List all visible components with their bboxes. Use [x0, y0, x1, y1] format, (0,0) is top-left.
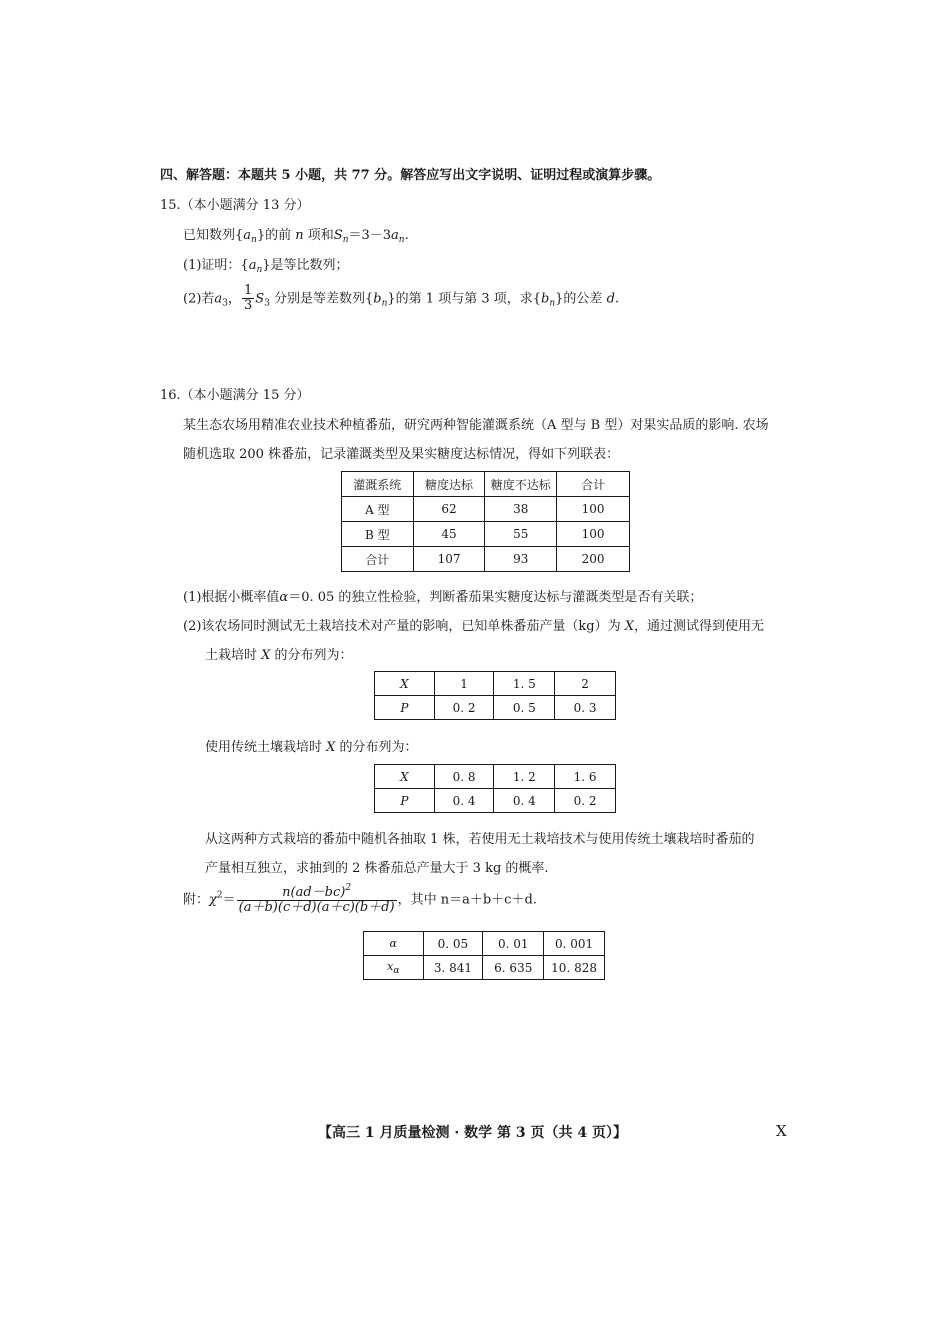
table-cell: 55: [485, 522, 557, 547]
table-cell: 1. 5: [494, 672, 555, 696]
table-cell: 0. 3: [555, 696, 616, 720]
q15-part2: (2)若$a_3$， $\frac{1}{3}$ $S_3$ 分别是等差数列$\{b_n\}$的第 1 项与第 3 项，求$\{b_n\}$的公差 d.: [183, 283, 620, 314]
q16-intro-line1: 某生态农场用精准农业技术种植番茄，研究两种智能灌溉系统（A 型与 B 型）对果实品质的影响. 农场: [183, 418, 769, 433]
q16-part2-line2: 土栽培时 X 的分布列为：: [205, 648, 353, 663]
header-cell: 灌溉系统: [342, 472, 414, 497]
table-row: [364, 932, 605, 956]
table-cell: X: [375, 672, 435, 696]
q16-final-line1: 从这两种方式栽培的番茄中随机各抽取 1 株，若使用无土栽培技术与使用传统土壤栽培时番茄的: [205, 832, 755, 847]
table-cell: 100: [557, 497, 630, 522]
table-cell: P: [375, 789, 435, 813]
table-cell: X: [375, 765, 435, 789]
section-header: 四、解答题：本题共 5 小题，共 77 分。解答应写出文字说明、证明过程或演算步骤。: [160, 168, 661, 183]
table-cell: 38: [485, 497, 557, 522]
q16-title: 16.（本小题满分 15 分）: [160, 388, 310, 403]
table-row: [375, 765, 616, 789]
table-cell: $x_\alpha$: [364, 956, 424, 980]
table-row: [342, 497, 630, 522]
q16-part1: (1)根据小概率值α＝0. 05 的独立性检验，判断番茄果实糖度达标与灌溉类型是否有关联；: [183, 590, 703, 605]
table-cell: 45: [413, 522, 485, 547]
header-cell: 糖度达标: [413, 472, 485, 497]
footer-mark: X: [776, 1122, 787, 1140]
distribution-table-soilless: [374, 671, 616, 720]
table-cell: 0. 05: [423, 932, 483, 956]
table-cell: 0. 001: [544, 932, 605, 956]
table-row: [375, 672, 616, 696]
contingency-header-row: [342, 472, 630, 497]
table-row: [375, 696, 616, 720]
table-cell: 100: [557, 522, 630, 547]
table-row: [342, 547, 630, 572]
table-cell: 1. 2: [494, 765, 555, 789]
contingency-table: [341, 471, 630, 572]
table-row: [342, 522, 630, 547]
table-cell: 1. 6: [555, 765, 616, 789]
q16-final-line2: 产量相互独立，求抽到的 2 株番茄总产量大于 3 kg 的概率.: [205, 861, 549, 876]
q15-part1: (1)证明：$\{a_n\}$是等比数列；: [183, 258, 349, 275]
header-cell: 合计: [557, 472, 630, 497]
table-cell: 0. 01: [483, 932, 544, 956]
table-row: [375, 789, 616, 813]
table-cell: 93: [485, 547, 557, 572]
traditional-label: 使用传统土壤栽培时 X 的分布列为：: [205, 740, 418, 755]
table-cell: P: [375, 696, 435, 720]
table-cell: 0. 8: [434, 765, 494, 789]
table-cell: 0. 5: [494, 696, 555, 720]
table-cell: 0. 2: [555, 789, 616, 813]
table-cell: 6. 635: [483, 956, 544, 980]
table-cell: 0. 4: [494, 789, 555, 813]
table-cell: α: [364, 932, 424, 956]
table-cell: 0. 2: [434, 696, 494, 720]
q15-stem: 已知数列$\{a_n\}$的前 n 项和$S_n=3-3a_n$.: [183, 228, 409, 245]
table-cell: 2: [555, 672, 616, 696]
table-cell: 3. 841: [423, 956, 483, 980]
table-row: [364, 956, 605, 980]
table-cell: 合计: [342, 547, 414, 572]
q16-part2-line1: (2)该农场同时测试无土栽培技术对产量的影响，已知单株番茄产量（kg）为 X，通过测试得到使用无: [183, 619, 765, 634]
q15-title: 15.（本小题满分 13 分）: [160, 198, 310, 213]
q16-intro-line2: 随机选取 200 株番茄，记录灌溉类型及果实糖度达标情况，得如下列联表：: [183, 447, 620, 462]
header-cell: 糖度不达标: [485, 472, 557, 497]
table-cell: 0. 4: [434, 789, 494, 813]
critical-value-table: [363, 931, 605, 980]
distribution-table-traditional: [374, 764, 616, 813]
table-cell: 200: [557, 547, 630, 572]
table-cell: 1: [434, 672, 494, 696]
table-cell: 10. 828: [544, 956, 605, 980]
table-cell: 62: [413, 497, 485, 522]
table-cell: 107: [413, 547, 485, 572]
page-footer: 【高三 1 月质量检测 · 数学 第 3 页（共 4 页）】: [318, 1125, 627, 1141]
chi-square-formula: 附：$\chi^2=$ $\frac{n(ad-bc)^2}{(a+b)(c+d)(a+c)(b+d)}$ ，其中 n＝a＋b＋c＋d.: [183, 883, 537, 916]
table-cell: B 型: [342, 522, 414, 547]
table-cell: A 型: [342, 497, 414, 522]
